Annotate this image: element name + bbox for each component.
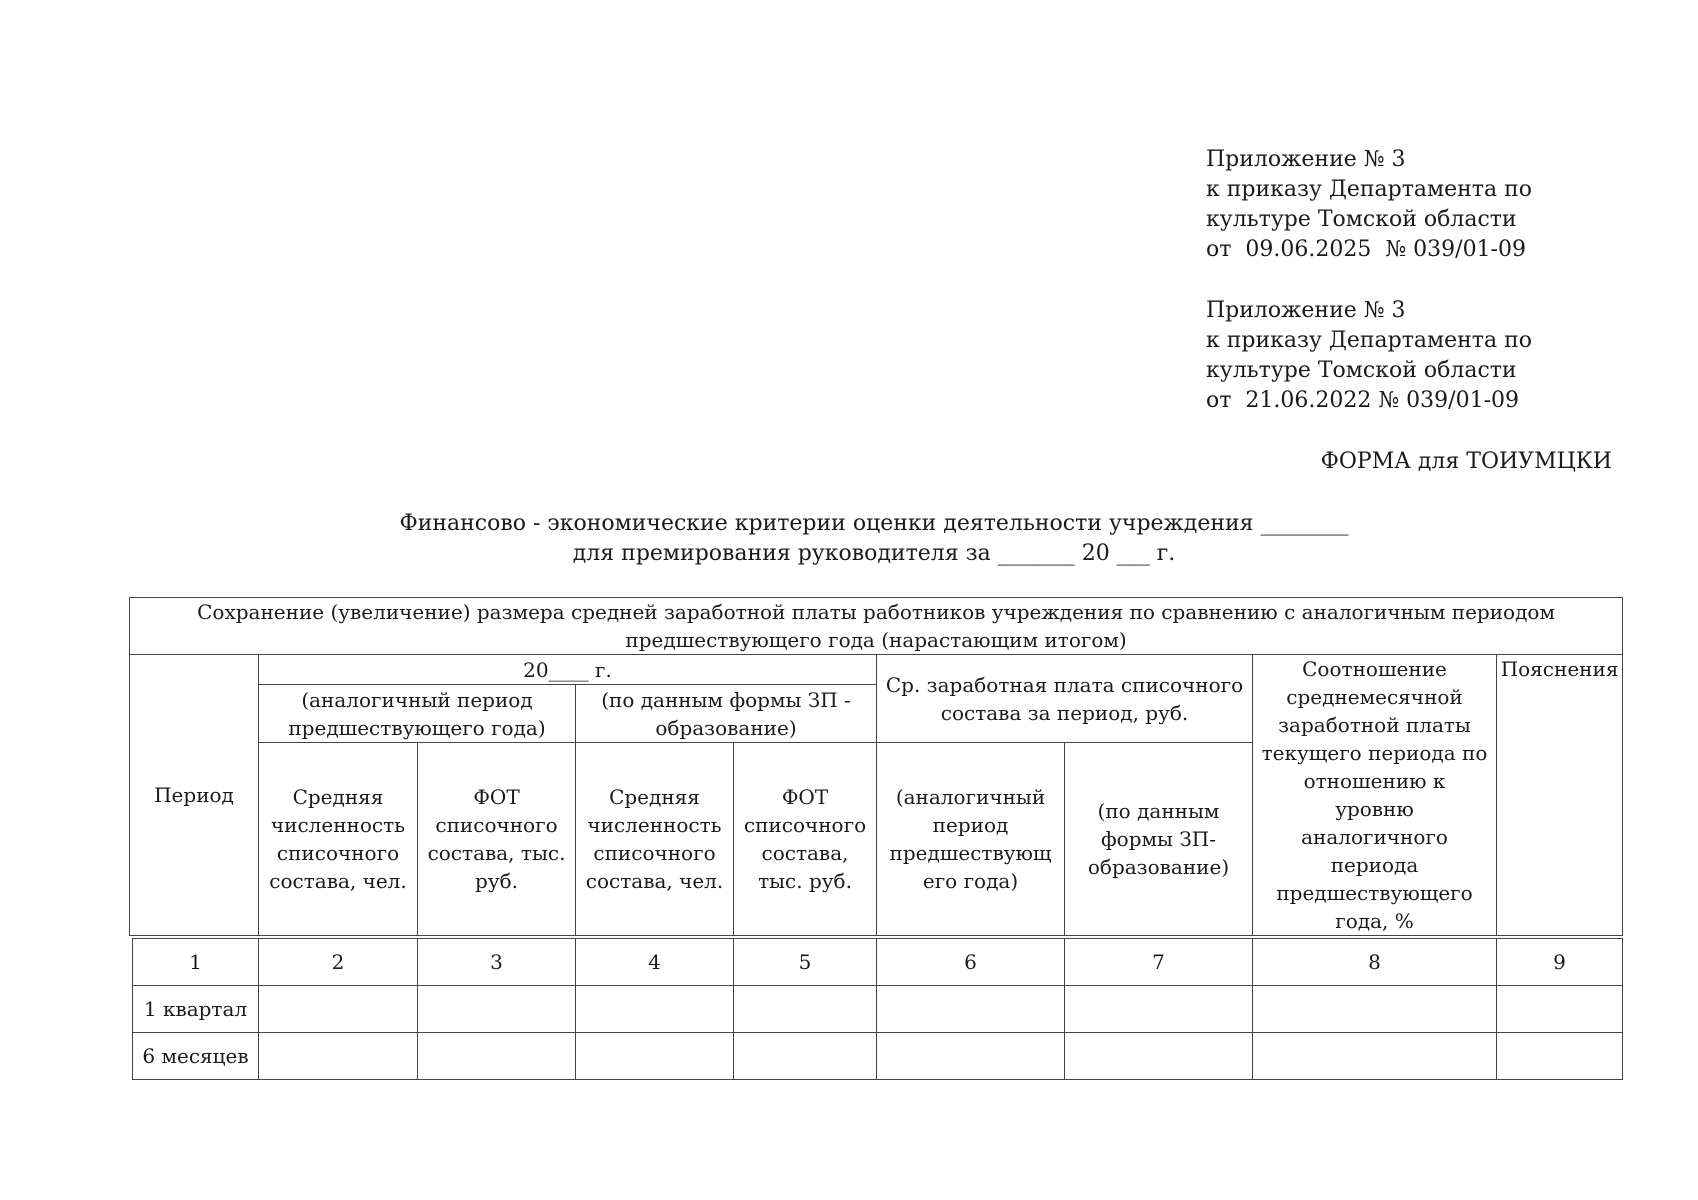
data-cell[interactable] xyxy=(877,986,1065,1033)
col6-header: (аналогичный период предшествующ его года) xyxy=(877,743,1065,936)
column-number: 4 xyxy=(576,939,734,986)
data-cell[interactable] xyxy=(576,1033,734,1080)
data-cell[interactable] xyxy=(576,986,734,1033)
period-header: Период xyxy=(130,655,259,936)
col7-header: (по данным формы ЗП- образование) xyxy=(1065,743,1253,936)
appendix-line: культуре Томской области xyxy=(1206,207,1517,232)
table-caption: Сохранение (увеличение) размера средней заработной платы работников учреждения по сравнению с аналогичным периодом предшествующего года (нарастающим итогом) xyxy=(130,598,1623,655)
appendix-line: Приложение № 3 xyxy=(1206,147,1406,172)
data-cell[interactable] xyxy=(734,986,877,1033)
prev-year-group-header: (аналогичный период предшествующего года) xyxy=(259,685,576,743)
ratio-header: Соотношение среднемесячной заработной платы текущего периода по отношению к уровню аналогичного периода предшествующего года, % xyxy=(1253,655,1497,936)
column-number: 6 xyxy=(877,939,1065,986)
appendix-previous xyxy=(1206,296,1666,416)
year-header: 20____ г. xyxy=(259,655,877,685)
col3-header: ФОТ списочного состава, тыс. руб. xyxy=(418,743,576,936)
appendix-line: культуре Томской области xyxy=(1206,358,1517,383)
appendix-line: к приказу Департамента по xyxy=(1206,328,1532,353)
data-cell[interactable] xyxy=(418,986,576,1033)
data-cell[interactable] xyxy=(734,1033,877,1080)
criteria-header-table xyxy=(129,597,1623,936)
appendix-current xyxy=(1206,145,1666,265)
table-row xyxy=(133,1033,1623,1080)
criteria-body-table xyxy=(132,938,1623,1080)
data-cell[interactable] xyxy=(1497,986,1623,1033)
column-number: 9 xyxy=(1497,939,1623,986)
period-cell: 6 месяцев xyxy=(133,1033,259,1080)
col5-header: ФОТ списочного состава, тыс. руб. xyxy=(734,743,877,936)
column-number: 8 xyxy=(1253,939,1497,986)
column-number: 5 xyxy=(734,939,877,986)
data-cell[interactable] xyxy=(1065,1033,1253,1080)
avg-salary-group-header: Ср. заработная плата списочного состава за период, руб. xyxy=(877,655,1253,743)
appendix-line: от 21.06.2022 № 039/01-09 xyxy=(1206,388,1519,413)
document-title: Финансово - экономические критерии оценки деятельности учреждения ________ xyxy=(399,511,1349,536)
appendix-line: от 09.06.2025 № 039/01-09 xyxy=(1206,237,1526,262)
data-cell[interactable] xyxy=(1253,986,1497,1033)
data-cell[interactable] xyxy=(1253,1033,1497,1080)
column-number: 2 xyxy=(259,939,418,986)
data-cell[interactable] xyxy=(418,1033,576,1080)
appendix-line: к приказу Департамента по xyxy=(1206,177,1532,202)
data-cell[interactable] xyxy=(1065,986,1253,1033)
data-cell[interactable] xyxy=(877,1033,1065,1080)
data-cell[interactable] xyxy=(259,986,418,1033)
data-cell[interactable] xyxy=(1497,1033,1623,1080)
notes-header: Пояснения xyxy=(1497,655,1623,936)
appendix-line: Приложение № 3 xyxy=(1206,298,1406,323)
col2-header: Средняя численность списочного состава, чел. xyxy=(259,743,418,936)
table-row xyxy=(133,986,1623,1033)
form-zp-group-header: (по данным формы ЗП - образование) xyxy=(576,685,877,743)
period-cell: 1 квартал xyxy=(133,986,259,1033)
form-label: ФОРМА для ТОИУМЦКИ xyxy=(1320,449,1612,474)
document-subtitle: для премирования руководителя за _______ 20 ___ г. xyxy=(572,541,1176,566)
data-cell[interactable] xyxy=(259,1033,418,1080)
column-number: 1 xyxy=(133,939,259,986)
column-number: 7 xyxy=(1065,939,1253,986)
column-number: 3 xyxy=(418,939,576,986)
col4-header: Средняя численность списочного состава, чел. xyxy=(576,743,734,936)
